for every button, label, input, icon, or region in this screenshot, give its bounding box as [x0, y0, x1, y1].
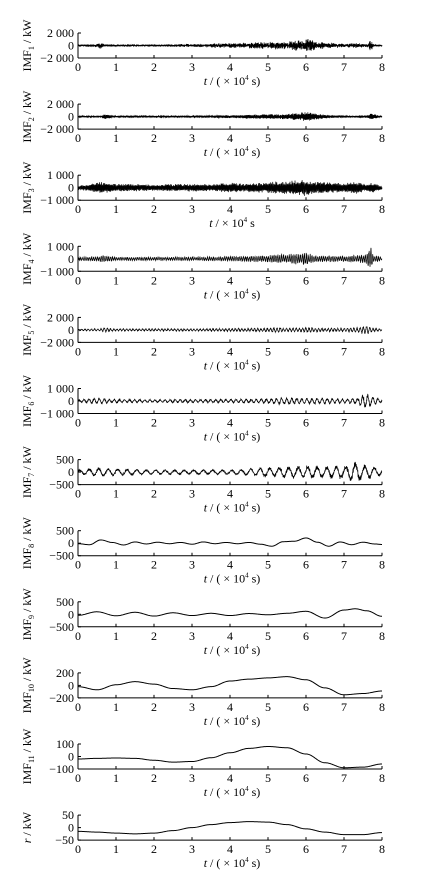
x-tick-label: 3 [189, 344, 195, 359]
x-tick-label: 7 [341, 771, 347, 785]
x-tick-label: 1 [113, 628, 119, 643]
y-tick-label: 0 [68, 38, 74, 53]
y-tick-label: 2 000 [47, 26, 74, 40]
y-tick-label: 1 000 [47, 381, 74, 396]
x-tick-label: 5 [265, 60, 271, 74]
x-tick-label: 4 [227, 771, 233, 785]
x-tick-label: 7 [341, 344, 347, 359]
series-line [78, 327, 382, 334]
x-tick-label: 0 [75, 131, 81, 146]
x-axis-label: t / ( × $10^4$ s) [203, 145, 261, 160]
series-line [78, 609, 382, 618]
x-tick-label: 3 [189, 628, 195, 643]
x-tick-label: 6 [303, 628, 309, 643]
x-tick-label: 0 [75, 486, 81, 501]
x-tick-label: 4 [227, 699, 233, 714]
x-axis-label: t / ( × $10^4$ s) [203, 500, 261, 515]
x-tick-label: 4 [227, 202, 233, 217]
x-tick-label: 8 [379, 415, 385, 430]
y-tick-label: 50 [62, 808, 74, 823]
x-tick-label: 7 [341, 842, 347, 857]
x-tick-label: 1 [113, 202, 119, 217]
subplot-10 [20, 657, 385, 728]
x-tick-label: 1 [113, 273, 119, 288]
x-tick-label: 5 [265, 699, 271, 714]
y-tick-label: 100 [56, 737, 74, 751]
y-tick-label: −100 [49, 762, 74, 776]
subplot-1 [20, 19, 385, 88]
x-tick-label: 2 [151, 415, 157, 430]
y-tick-label: 0 [68, 749, 74, 764]
x-tick-label: 0 [75, 628, 81, 643]
x-tick-label: 8 [379, 628, 385, 643]
y-tick-label: −1 000 [40, 406, 74, 421]
y-tick-label: −50 [55, 833, 74, 848]
x-tick-label: 6 [303, 344, 309, 359]
x-tick-label: 6 [303, 415, 309, 430]
x-tick-label: 5 [265, 842, 271, 857]
x-tick-label: 8 [379, 771, 385, 785]
y-axis-label: $IMF_{10}$ / kW [20, 657, 36, 714]
x-tick-label: 4 [227, 344, 233, 359]
y-axis-label: $IMF_4$ / kW [20, 232, 36, 285]
x-axis-label: t / ( × $10^4$ s) [203, 856, 261, 871]
y-axis-label: $IMF_9$ / kW [20, 588, 36, 641]
y-tick-label: −2 000 [40, 122, 74, 137]
x-tick-label: 5 [265, 415, 271, 430]
x-tick-label: 5 [265, 628, 271, 643]
x-tick-label: 2 [151, 771, 157, 785]
x-tick-label: 6 [303, 771, 309, 785]
x-tick-label: 5 [265, 202, 271, 217]
x-tick-label: 4 [227, 557, 233, 572]
x-tick-label: 8 [379, 699, 385, 714]
x-tick-label: 6 [303, 486, 309, 501]
y-tick-label: 2 000 [47, 310, 74, 325]
y-tick-label: 500 [56, 594, 74, 609]
subplot-9 [20, 588, 385, 657]
subplot-7 [20, 445, 385, 514]
x-tick-label: 0 [75, 557, 81, 572]
series-line [78, 248, 382, 267]
x-tick-label: 6 [303, 273, 309, 288]
x-tick-label: 8 [379, 842, 385, 857]
y-axis-label: $IMF_{11}$ / kW [20, 728, 36, 785]
x-tick-label: 7 [341, 202, 347, 217]
x-tick-label: 5 [265, 486, 271, 501]
x-tick-label: 1 [113, 415, 119, 430]
x-tick-label: 1 [113, 699, 119, 714]
y-axis-label: $IMF_8$ / kW [20, 517, 36, 570]
x-tick-label: 0 [75, 273, 81, 288]
x-tick-label: 2 [151, 60, 157, 74]
series-line [78, 39, 382, 51]
y-tick-label: 0 [68, 394, 74, 408]
x-tick-label: 7 [341, 486, 347, 501]
x-tick-label: 3 [189, 202, 195, 217]
subplot-11 [20, 728, 385, 799]
y-tick-label: 1 000 [47, 168, 74, 183]
x-tick-label: 2 [151, 557, 157, 572]
subplot-5 [20, 303, 385, 372]
x-tick-label: 5 [265, 771, 271, 785]
x-tick-label: 3 [189, 842, 195, 857]
x-tick-label: 1 [113, 486, 119, 501]
x-axis-label: t / ( × $10^4$ s) [203, 571, 261, 586]
x-tick-label: 1 [113, 344, 119, 359]
x-tick-label: 4 [227, 131, 233, 146]
x-tick-label: 1 [113, 557, 119, 572]
y-tick-label: 2 000 [47, 97, 74, 112]
x-tick-label: 2 [151, 699, 157, 714]
y-tick-label: −500 [49, 619, 74, 634]
x-axis-label: t / ( × $10^4$ s) [203, 287, 261, 302]
y-tick-label: 0 [68, 678, 74, 693]
y-tick-label: −1 000 [40, 264, 74, 279]
y-tick-label: −2 000 [40, 51, 74, 65]
y-axis-label: $IMF_3$ / kW [20, 161, 36, 214]
x-tick-label: 3 [189, 486, 195, 501]
x-tick-label: 6 [303, 557, 309, 572]
subplot-12 [20, 808, 385, 870]
x-tick-label: 6 [303, 202, 309, 217]
subplot-8 [20, 517, 385, 586]
y-tick-label: 0 [68, 180, 74, 195]
x-tick-label: 0 [75, 60, 81, 74]
y-axis-label: $IMF_5$ / kW [20, 303, 36, 356]
x-tick-label: 5 [265, 131, 271, 146]
x-tick-label: 7 [341, 60, 347, 74]
x-tick-label: 6 [303, 842, 309, 857]
series-line [78, 538, 382, 546]
x-tick-label: 7 [341, 415, 347, 430]
x-tick-label: 2 [151, 486, 157, 501]
x-tick-label: 0 [75, 202, 81, 217]
x-tick-label: 0 [75, 771, 81, 785]
series-line [78, 180, 382, 196]
x-tick-label: 7 [341, 628, 347, 643]
x-tick-label: 3 [189, 771, 195, 785]
x-tick-label: 0 [75, 699, 81, 714]
y-tick-label: 0 [68, 109, 74, 124]
y-axis-label: $IMF_1$ / kW [20, 19, 36, 72]
x-tick-label: 1 [113, 131, 119, 146]
x-tick-label: 5 [265, 273, 271, 288]
x-tick-label: 2 [151, 273, 157, 288]
x-axis-label: t / ( × $10^4$ s) [203, 429, 261, 444]
x-tick-label: 3 [189, 699, 195, 714]
series-line [78, 822, 382, 835]
x-tick-label: 8 [379, 60, 385, 74]
x-axis-label: t / ( × $10^4$ s) [203, 358, 261, 373]
subplot-4 [20, 232, 385, 301]
y-tick-label: 0 [68, 251, 74, 266]
x-tick-label: 8 [379, 486, 385, 501]
x-tick-label: 1 [113, 60, 119, 74]
y-axis-label: r / kW [20, 811, 34, 844]
y-tick-label: 500 [56, 452, 74, 467]
x-axis-label: t / × $10^4$ s [209, 216, 255, 231]
x-tick-label: 4 [227, 415, 233, 430]
y-tick-label: 500 [56, 523, 74, 538]
x-tick-label: 8 [379, 131, 385, 146]
x-tick-label: 5 [265, 344, 271, 359]
subplot-2 [20, 90, 385, 159]
x-tick-label: 0 [75, 842, 81, 857]
series-line [78, 112, 382, 121]
x-tick-label: 2 [151, 842, 157, 857]
x-tick-label: 2 [151, 628, 157, 643]
series-line [78, 677, 382, 695]
y-tick-label: −200 [49, 690, 74, 705]
y-axis-label: $IMF_2$ / kW [20, 90, 36, 143]
y-axis-label: $IMF_7$ / kW [20, 446, 36, 499]
y-tick-label: 0 [68, 536, 74, 551]
x-tick-label: 8 [379, 273, 385, 288]
x-tick-label: 0 [75, 344, 81, 359]
y-tick-label: −500 [49, 548, 74, 563]
y-axis-label: $IMF_6$ / kW [20, 374, 36, 428]
x-tick-label: 7 [341, 557, 347, 572]
x-tick-label: 8 [379, 344, 385, 359]
x-tick-label: 3 [189, 415, 195, 430]
x-axis-label: t / ( × $10^4$ s) [203, 785, 261, 799]
y-tick-label: 200 [56, 665, 74, 680]
x-tick-label: 4 [227, 486, 233, 501]
y-tick-label: −2 000 [40, 335, 74, 350]
x-tick-label: 2 [151, 131, 157, 146]
x-tick-label: 4 [227, 60, 233, 74]
x-tick-label: 1 [113, 771, 119, 785]
x-tick-label: 4 [227, 628, 233, 643]
x-tick-label: 3 [189, 557, 195, 572]
x-tick-label: 7 [341, 131, 347, 146]
x-tick-label: 4 [227, 273, 233, 288]
y-tick-label: 0 [68, 607, 74, 622]
subplot-6 [20, 374, 385, 443]
x-tick-label: 3 [189, 60, 195, 74]
x-tick-label: 4 [227, 842, 233, 857]
series-line [78, 394, 382, 407]
y-tick-label: 0 [68, 322, 74, 337]
series-line [78, 462, 382, 481]
subplot-3 [20, 161, 385, 230]
x-tick-label: 5 [265, 557, 271, 572]
x-axis-label: t / ( × $10^4$ s) [203, 642, 261, 657]
x-tick-label: 3 [189, 131, 195, 146]
x-axis-label: t / ( × $10^4$ s) [203, 74, 261, 88]
series-line [78, 747, 382, 768]
x-tick-label: 8 [379, 557, 385, 572]
x-tick-label: 6 [303, 131, 309, 146]
x-tick-label: 2 [151, 344, 157, 359]
x-tick-label: 0 [75, 415, 81, 430]
y-tick-label: −500 [49, 477, 74, 492]
x-tick-label: 8 [379, 202, 385, 217]
y-tick-label: 1 000 [47, 239, 74, 254]
x-tick-label: 6 [303, 699, 309, 714]
x-axis-label: t / ( × $10^4$ s) [203, 713, 261, 728]
y-tick-label: 0 [68, 820, 74, 835]
x-tick-label: 7 [341, 699, 347, 714]
x-tick-label: 3 [189, 273, 195, 288]
x-tick-label: 2 [151, 202, 157, 217]
x-tick-label: 1 [113, 842, 119, 857]
x-tick-label: 7 [341, 273, 347, 288]
y-tick-label: −1 000 [40, 193, 74, 208]
y-tick-label: 0 [68, 465, 74, 480]
x-tick-label: 6 [303, 60, 309, 74]
